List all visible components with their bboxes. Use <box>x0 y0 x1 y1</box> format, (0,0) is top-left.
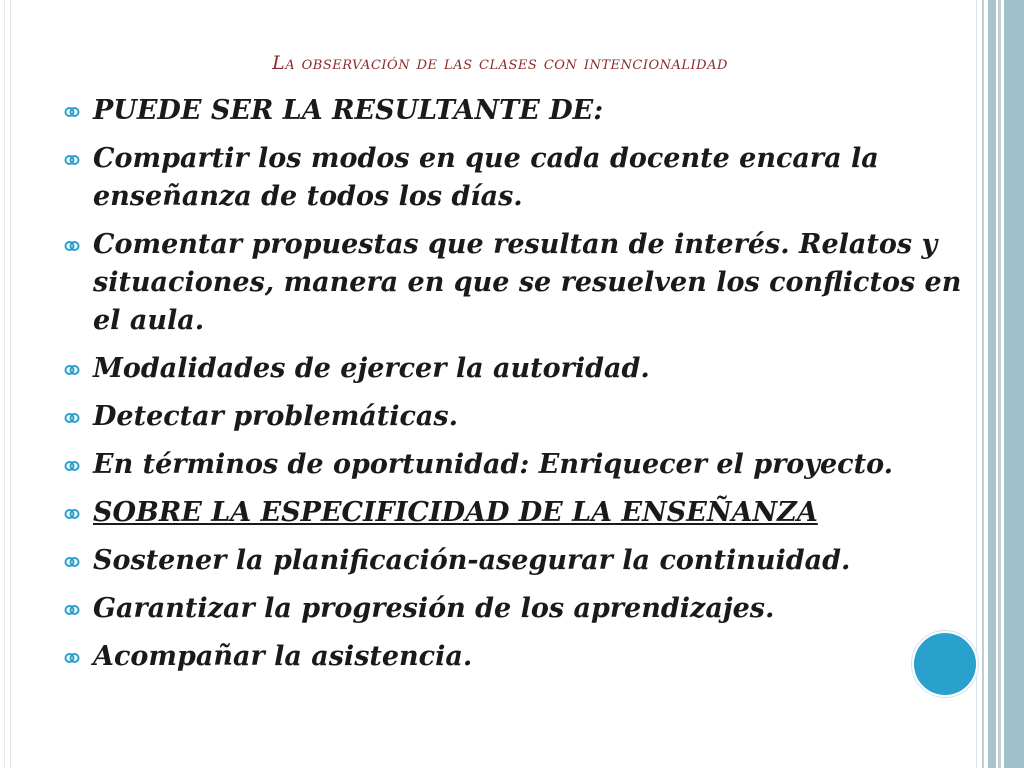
bullet-text: Compartir los modos en que cada docente encara la enseñanza de todos los días. <box>93 143 879 212</box>
double-ring-bullet-icon <box>64 363 80 377</box>
double-ring-bullet-icon <box>64 105 80 119</box>
bullet-item <box>60 590 965 628</box>
bullet-item <box>60 446 965 484</box>
double-ring-bullet-icon <box>64 153 80 167</box>
bullet-item <box>60 638 965 676</box>
left-border-decoration <box>0 0 11 768</box>
double-ring-bullet-icon <box>64 507 80 521</box>
slide-title: La observación de las clases con intencionalidad <box>272 52 728 74</box>
double-ring-bullet-icon <box>64 651 80 665</box>
bullet-text: En términos de oportunidad: Enriquecer el proyecto. <box>93 449 894 480</box>
bullet-text: Sostener la planificación-asegurar la continuidad. <box>93 545 851 576</box>
double-ring-bullet-icon <box>64 603 80 617</box>
double-ring-bullet-icon <box>64 411 80 425</box>
bullet-item <box>60 226 965 340</box>
double-ring-bullet-icon <box>64 239 80 253</box>
bullet-text: Garantizar la progresión de los aprendizajes. <box>93 593 775 624</box>
stripe <box>988 0 996 768</box>
bullet-text: Detectar problemáticas. <box>93 401 459 432</box>
bullet-item <box>60 140 965 216</box>
right-stripes-decoration <box>976 0 1024 768</box>
stripe <box>982 0 984 768</box>
double-ring-bullet-icon <box>64 555 80 569</box>
bullet-list <box>60 92 965 686</box>
stripe <box>998 0 1001 768</box>
bullet-item <box>60 350 965 388</box>
bullet-text: Acompañar la asistencia. <box>93 641 473 672</box>
bullet-item <box>60 92 965 130</box>
bullet-text: SOBRE LA ESPECIFICIDAD DE LA ENSEÑANZA <box>93 497 818 528</box>
bullet-item <box>60 398 965 436</box>
double-ring-bullet-icon <box>64 459 80 473</box>
bullet-item <box>60 542 965 580</box>
left-line-decoration <box>4 0 5 768</box>
stripe <box>1004 0 1024 768</box>
bullet-item <box>60 494 965 532</box>
bullet-text: Comentar propuestas que resultan de interés. Relatos y situaciones, manera en que se resuelven los conflictos en el aula. <box>93 229 962 336</box>
bullet-text: Modalidades de ejercer la autoridad. <box>93 353 650 384</box>
bullet-text: PUEDE SER LA RESULTANTE DE: <box>93 95 604 126</box>
